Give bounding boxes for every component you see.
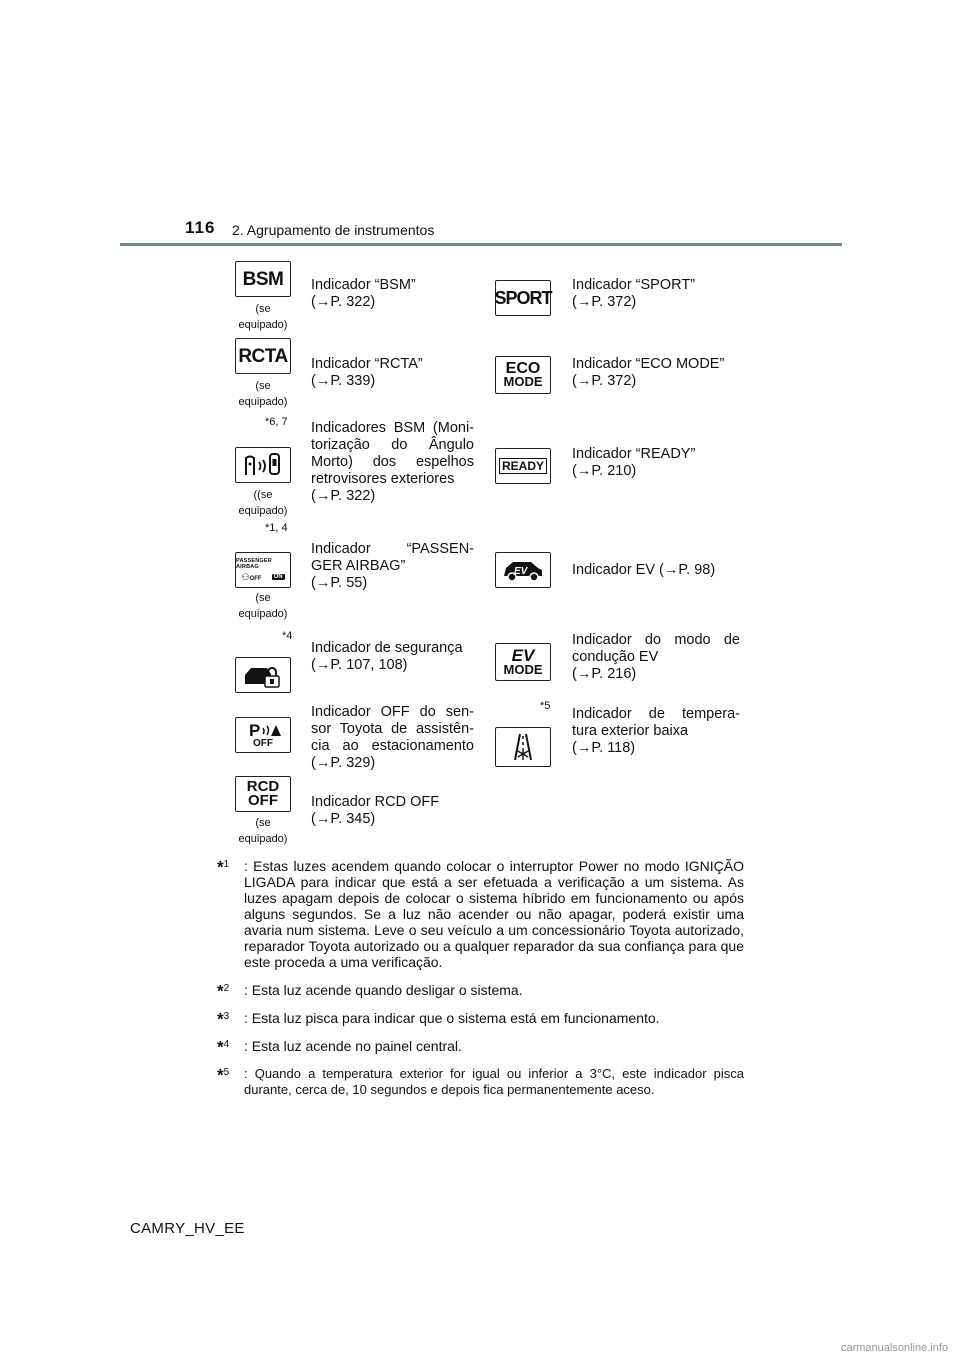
svg-text:EV: EV <box>514 566 528 577</box>
security-description: Indicador de segurança (→P. 107, 108) <box>311 640 463 673</box>
security-lock-icon <box>235 657 291 693</box>
page-number: 116 <box>185 218 216 237</box>
watermark: carmanualsonline.info <box>840 1342 948 1354</box>
low-temperature-icon <box>495 727 551 767</box>
header-rule <box>120 243 842 246</box>
footnote-marker: *4 <box>282 630 293 642</box>
rcd-off-icon: RCD OFF <box>235 776 291 812</box>
bsm-mirror-icon <box>235 447 291 483</box>
equipped-caption: (se equipado) <box>238 592 288 620</box>
ready-description: Indicador “READY” (→P. 210) <box>572 446 696 479</box>
section-title: 2. Agrupamento de instrumentos <box>232 222 435 238</box>
footnote-marker: *5 <box>540 700 551 712</box>
equipped-caption: ((se equipado) <box>238 489 288 517</box>
ev-mode-icon: EV MODE <box>495 643 551 681</box>
parking-sensor-description: Indicador OFF do sen- sor Toyota de assistên- cia ao estacionamento (→P. 329) <box>311 704 474 771</box>
footnote-1: *$^1$ : Estas luzes acendem quando colocar o interruptor Power no modo IGNIÇÃO LIGADA para indicar que está a ser efetuada a verificação a um sistema. As luzes apagam depois de colocar o sistema híbrido em funcionamento ou após alguns segundos. Se a luz não acender ou não apagar, poderá existir uma avaria num sistema. Leve o seu veículo a um concessionário Toyota autorizado, reparador Toyota autorizado ou a qualquer reparador da sua confiança para que este proceda a uma verificação. <box>217 857 744 970</box>
rcta-description: Indicador “RCTA” (→P. 339) <box>311 356 423 389</box>
svg-text:P: P <box>249 721 261 739</box>
bsm-icon: BSM <box>235 261 291 297</box>
parking-sensor-off-icon: P OFF <box>235 717 291 753</box>
rcd-off-description: Indicador RCD OFF (→P. 345) <box>311 794 440 827</box>
equipped-caption: (se equipado) <box>238 303 288 331</box>
equipped-caption: (se equipado) <box>238 380 288 408</box>
footnote-marker: *1, 4 <box>265 522 288 534</box>
equipped-caption: (se equipado) <box>238 817 288 845</box>
ev-car-icon <box>495 552 551 588</box>
rcta-icon: RCTA <box>235 338 291 374</box>
footnote-marker: *6, 7 <box>265 416 288 428</box>
eco-mode-icon: ECO MODE <box>495 356 551 394</box>
footnote-2: *$^2$ : Esta luz acende quando desligar o sistema. <box>217 981 523 1001</box>
bsm-description: Indicador “BSM” (→P. 322) <box>311 277 416 310</box>
ready-icon: READY <box>495 448 551 484</box>
ev-description: Indicador EV (→P. 98) <box>572 562 716 578</box>
sport-description: Indicador “SPORT” (→P. 372) <box>572 277 696 310</box>
passenger-airbag-icon: PASSENGER AIRBAG ⚇OFF ON <box>235 552 291 588</box>
document-code: CAMRY_HV_EE <box>130 1220 245 1237</box>
footnotes <box>217 858 744 1110</box>
eco-mode-description: Indicador “ECO MODE” (→P. 372) <box>572 356 725 389</box>
footnote-4: *$^4$ : Esta luz acende no painel central. <box>217 1037 462 1057</box>
footnote-3: *$^3$ : Esta luz pisca para indicar que o sistema está em funcionamento. <box>217 1009 660 1029</box>
sport-icon: SPORT <box>495 280 551 316</box>
ev-mode-description: Indicador do modo de condução EV (→P. 216) <box>572 632 740 682</box>
passenger-airbag-description: Indicador “PASSEN- GER AIRBAG” (→P. 55) <box>311 541 474 591</box>
low-temperature-description: Indicador de tempera- tura exterior baixa (→P. 118) <box>572 706 740 756</box>
footnote-5: *$^5$ : Quando a temperatura exterior for igual ou inferior a 3°C, este indicador pisca durante, cerca de, 10 segundos e depois fica permanentemente aceso. <box>217 1065 744 1097</box>
bsm-mirror-description: Indicadores BSM (Moni- torização do Ângulo Morto) dos espelhos retrovisores exteriores (→P. 322) <box>311 420 474 504</box>
